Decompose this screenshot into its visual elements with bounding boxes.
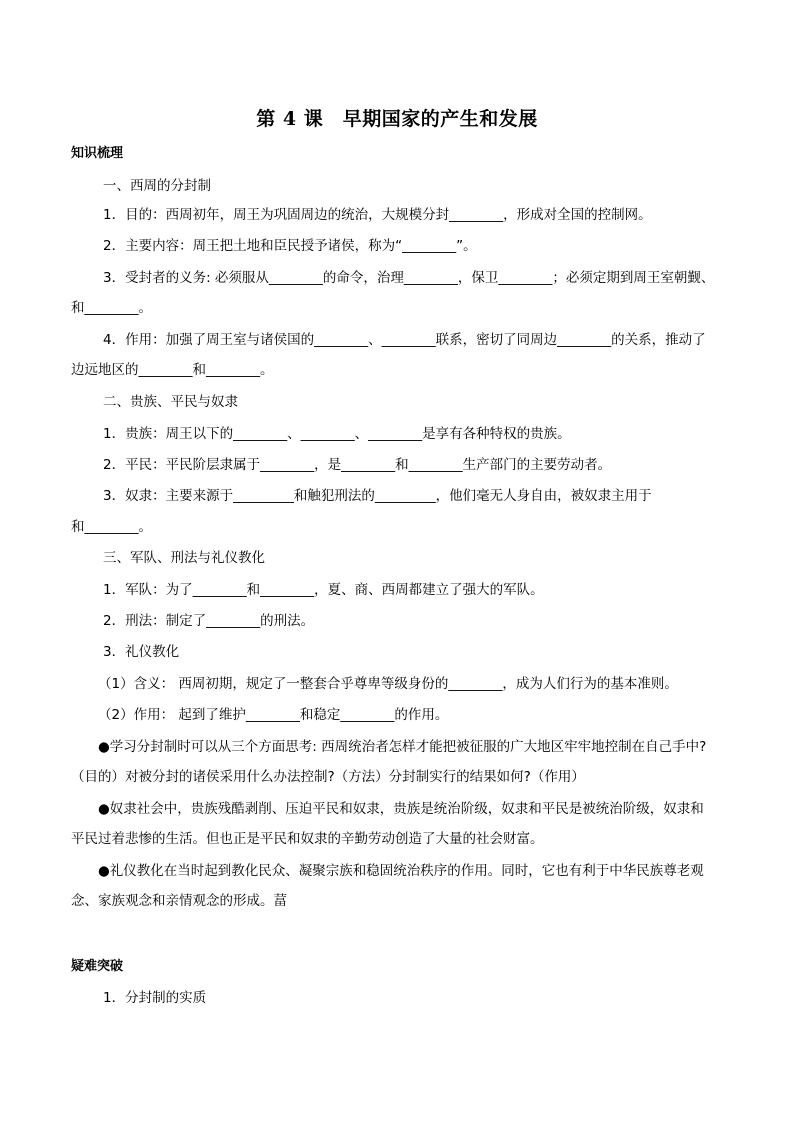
page-title: 第 4 课 早期国家的产生和发展: [256, 108, 538, 130]
section-heading-knowledge: 知识梳理: [71, 146, 124, 161]
text-line: 3．奴隶：主要来源于_________和触犯刑法的_________，他们毫无人身自由，被奴隶主用于: [103, 488, 652, 504]
text-line: 3．受封者的义务: 必须服从________的命令，治理________，保卫________；必须定期到周王室朝觐、: [103, 270, 715, 286]
note-line: ●学习分封制时可以从三个方面思考: 西周统治者怎样才能把被征服的广大地区牢牢地控制在自己手中?: [98, 739, 707, 755]
subheading-army-law: 三、军队、刑法与礼仪教化: [103, 550, 265, 566]
section-heading-difficulties: 疑难突破: [71, 959, 124, 974]
text-line: 3．礼仪教化: [103, 644, 180, 660]
note-line: ●奴隶社会中，贵族残酷剥削、压迫平民和奴隶，贵族是统治阶级，奴隶和平民是被统治阶级，奴隶和: [98, 801, 704, 817]
subheading-fenfeng: 一、西周的分封制: [103, 178, 211, 194]
text-line: （2）作用： 起到了维护________和稳定________的作用。: [98, 707, 449, 723]
note-line: 平民过着悲惨的生活。但也正是平民和奴隶的辛勤劳动创造了大量的社会财富。: [71, 831, 544, 847]
text-line: （1）含义： 西周初期，规定了一整套合乎尊卑等级身份的________，成为人们行为的基本准则。: [98, 676, 678, 692]
text-line: 1．贵族：周王以下的________、________、________是享有各种特权的贵族。: [103, 426, 571, 442]
text-line: 和________。: [71, 519, 152, 535]
note-line: ●礼仪教化在当时起到教化民众、凝聚宗族和稳固统治秩序的作用。同时，它也有利于中华民族尊老观: [98, 863, 704, 879]
note-line: （目的）对被分封的诸侯采用什么办法控制?（方法）分封制实行的结果如何?（作用）: [71, 769, 585, 785]
text-line: 和________。: [71, 300, 152, 316]
subheading-classes: 二、贵族、平民与奴隶: [103, 394, 238, 410]
text-line: 边远地区的________和________。: [71, 362, 274, 378]
text-line: 4．作用：加强了周王室与诸侯国的________、________联系，密切了同周边________的关系，推动了: [103, 332, 706, 348]
text-line: 2．刑法：制定了________的刑法。: [103, 613, 315, 629]
note-line: 念、家族观念和亲情观念的形成。葍: [71, 893, 287, 909]
text-line: 2．主要内容：周王把土地和臣民授予诸侯，称为“________”。: [103, 238, 477, 254]
text-line: 1．目的：西周初年，周王为巩固周边的统治，大规模分封________，形成对全国的控制网。: [103, 207, 652, 223]
text-line: 1．军队：为了________和________，夏、商、西周都建立了强大的军队。: [103, 582, 544, 598]
text-line: 2．平民：平民阶层隶属于________，是________和________生产部门的主要劳动者。: [103, 457, 612, 473]
text-line: 1．分封制的实质: [103, 990, 207, 1006]
